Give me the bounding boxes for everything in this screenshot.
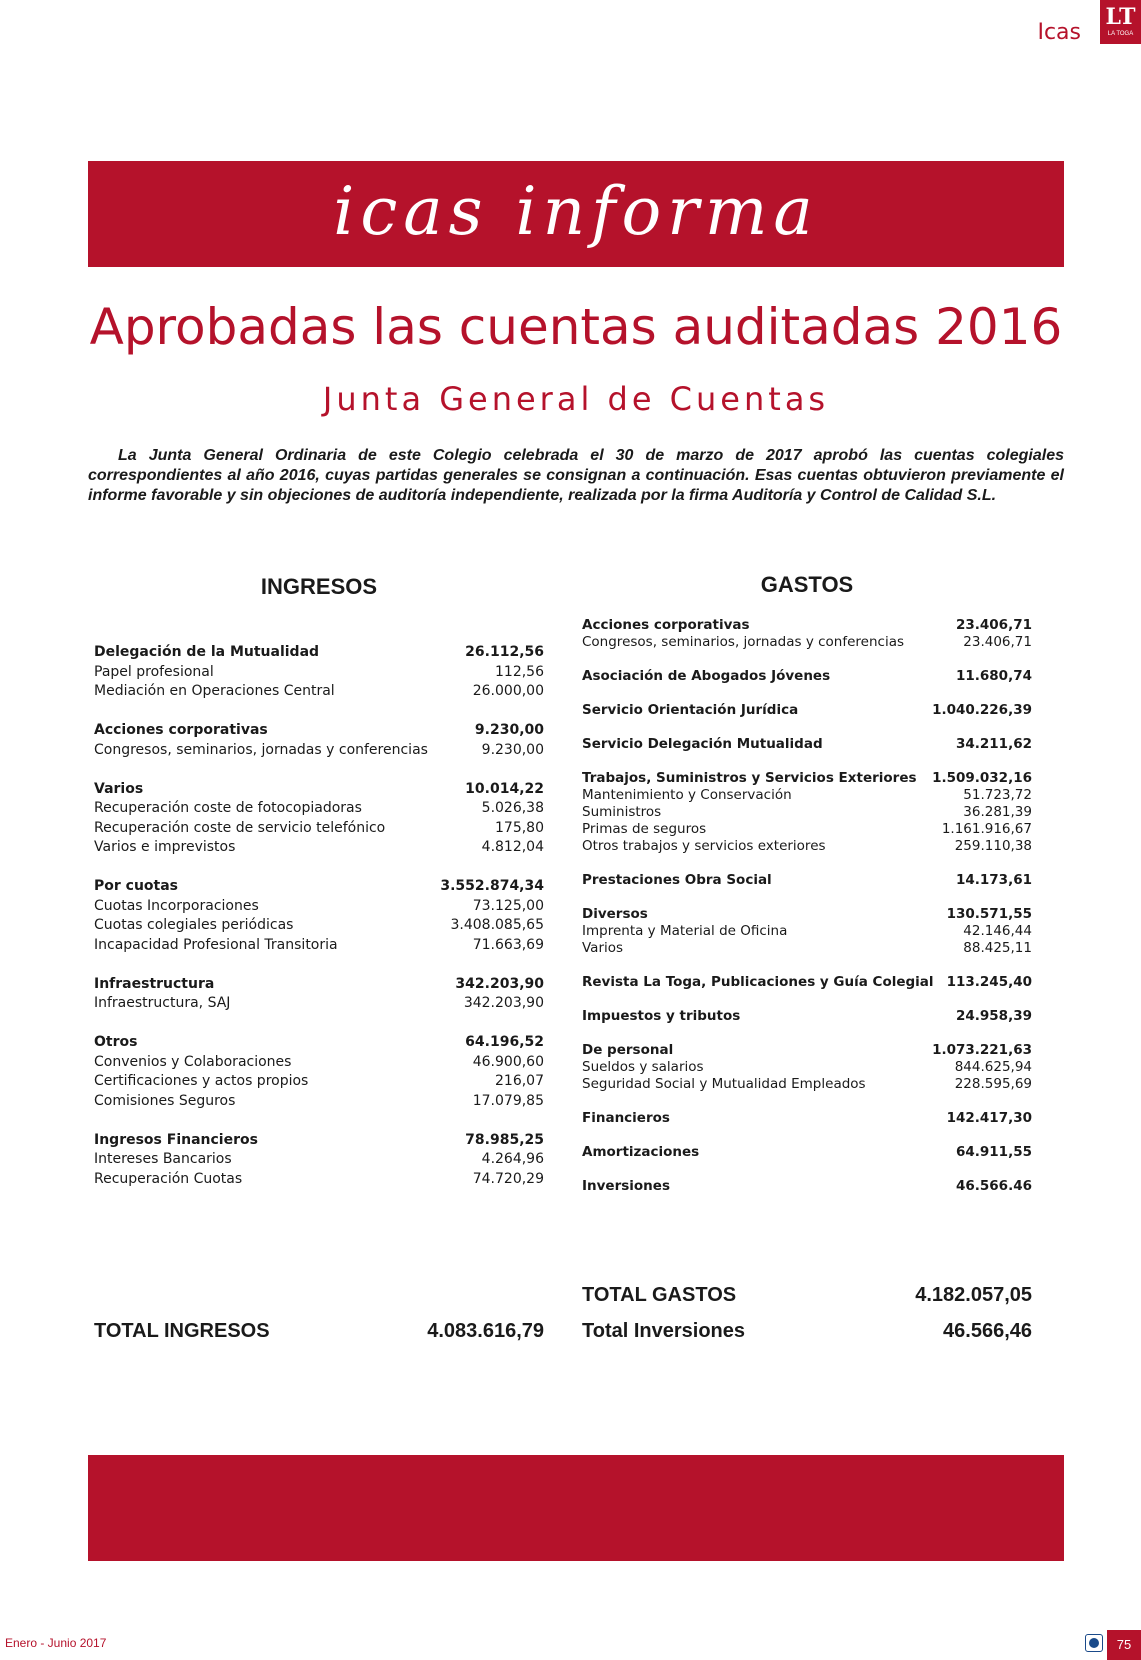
ledger-label: Recuperación Cuotas: [94, 1170, 243, 1187]
ledger-item: [582, 1059, 1032, 1076]
ledger-item: [94, 994, 544, 1014]
ledger-group: [94, 877, 544, 955]
ledger-group: [94, 1033, 544, 1111]
ledger-item: [94, 1150, 544, 1170]
ledger-amount: 3.408.085,65: [450, 917, 544, 933]
ledger-label: Otros trabajos y servicios exteriores: [582, 838, 826, 854]
ledger-amount: 216,07: [495, 1073, 544, 1089]
ledger-label: Trabajos, Suministros y Servicios Exteriores: [582, 770, 917, 786]
ledger-group: [582, 906, 1032, 957]
ledger-amount: 11.680,74: [955, 668, 1032, 684]
ledger-group: [582, 702, 1032, 719]
ledger-group-header: [582, 1008, 1032, 1025]
ledger-group-header: [582, 1178, 1032, 1195]
ledger-amount: 112,56: [495, 663, 544, 680]
ledger-label: Infraestructura: [94, 975, 215, 992]
ledger-label: Prestaciones Obra Social: [582, 872, 772, 888]
ledger-item: [94, 1092, 544, 1112]
ledger-group: [582, 668, 1032, 685]
ledger-amount: 4.812,04: [481, 839, 544, 855]
ledger-group: [582, 1008, 1032, 1025]
ledger-item: [94, 936, 544, 956]
ledger-label: Comisiones Seguros: [94, 1092, 236, 1109]
ledger-label: Inversiones: [582, 1178, 670, 1194]
ledger-item: [582, 923, 1032, 940]
ledger-amount: 88.425,11: [963, 940, 1032, 956]
ledger-amount: 26.000,00: [472, 683, 544, 699]
ledger-label: Congresos, seminarios, jornadas y conferencias: [582, 634, 905, 650]
ledger-amount: 9.230,00: [474, 722, 544, 738]
article-subtitle: Junta General de Cuentas: [322, 380, 830, 418]
ledger-group-header: [94, 975, 544, 995]
total-inversiones-label: Total Inversiones: [582, 1320, 746, 1342]
ledger-group-header: [582, 872, 1032, 889]
ledger-group: [94, 643, 544, 702]
ledger-item: [94, 819, 544, 839]
ledger-item: [94, 1170, 544, 1190]
ledger-label: Por cuotas: [94, 878, 179, 894]
ledger-item: [94, 741, 544, 761]
total-gastos-amount: 4.182.057,05: [915, 1284, 1032, 1306]
ledger-item: [582, 1076, 1032, 1093]
total-inversiones-amount: 46.566,46: [943, 1320, 1032, 1342]
ledger-amount: 14.173,61: [955, 872, 1032, 888]
ledger-amount: 113.245,40: [946, 974, 1032, 990]
ledger-item: [94, 663, 544, 683]
ledger-amount: 26.112,56: [465, 644, 544, 660]
ledger-label: Otros: [94, 1034, 138, 1050]
ledger-amount: 23.406,71: [955, 617, 1032, 633]
article-title: Aprobadas las cuentas auditadas 2016: [89, 298, 1063, 356]
ledger-amount: 1.161.916,67: [941, 821, 1032, 837]
ledger-label: Revista La Toga, Publicaciones y Guía Colegial: [582, 974, 934, 990]
ledger-amount: 3.552.874,34: [440, 878, 544, 894]
ledger-label: Seguridad Social y Mutualidad Empleados: [582, 1076, 866, 1092]
ledger-group-header: [582, 668, 1032, 685]
bottom-band: [88, 1455, 1064, 1561]
ledger-item: [582, 787, 1032, 804]
ledger-item: [94, 799, 544, 819]
ledger-group: [94, 780, 544, 858]
ledger-label: Servicio Delegación Mutualidad: [582, 736, 823, 752]
article-intro: La Junta General Ordinaria de este Colegio celebrada el 30 de marzo de 2017 aprobó las cuentas colegiales correspondientes al año 2016, cuyas partidas generales se consignan a continuación. Esas cuentas obtuvieron previamente el informe favorable y sin objeciones de auditoría independiente, realizada por la firma Auditoría y Control de Calidad S.L.: [88, 447, 1064, 504]
ledger-label: Varios: [582, 940, 624, 956]
ledger-amount: 51.723,72: [963, 787, 1032, 803]
ledger-label: Varios: [94, 780, 144, 797]
ingresos-heading: INGRESOS: [260, 574, 378, 599]
ledger-item: [582, 804, 1032, 821]
banner-text: icas informa: [333, 173, 819, 250]
ledger-label: Imprenta y Material de Oficina: [582, 923, 788, 939]
ledger-item: [94, 916, 544, 936]
ledger-amount: 42.146,44: [963, 923, 1032, 939]
ledger-amount: 342.203,90: [455, 975, 544, 992]
ledger-label: Certificaciones y actos propios: [94, 1073, 309, 1089]
ledger-amount: 259.110,38: [954, 838, 1032, 854]
logo-caption: LA TOGA: [1107, 31, 1134, 37]
ledger-label: Impuestos y tributos: [582, 1008, 741, 1024]
ledger-label: Delegación de la Mutualidad: [94, 644, 320, 660]
ledger-label: Papel profesional: [94, 663, 214, 680]
ledger-amount: 71.663,69: [472, 936, 544, 953]
ledger-item: [94, 1072, 544, 1092]
ledger-label: Recuperación coste de servicio telefónico: [94, 819, 386, 836]
page-number: 75: [1107, 1630, 1141, 1660]
ledger-group-header: [582, 906, 1032, 923]
ledger-label: Asociación de Abogados Jóvenes: [582, 668, 831, 684]
total-inversiones-row: [582, 1320, 1032, 1343]
gastos-list: [582, 617, 1032, 1212]
section-label: Icas: [1037, 20, 1081, 45]
ingresos-list: [94, 643, 544, 1209]
ledger-label: De personal: [582, 1042, 674, 1058]
ledger-label: Varios e imprevistos: [94, 839, 236, 855]
ledger-label: Suministros: [582, 804, 662, 820]
ledger-item: [94, 682, 544, 702]
ledger-label: Recuperación coste de fotocopiadoras: [94, 800, 362, 816]
gastos-heading: GASTOS: [760, 572, 854, 597]
ledger-amount: 17.079,85: [472, 1092, 544, 1109]
ledger-group-header: [582, 736, 1032, 753]
ledger-item: [582, 634, 1032, 651]
ledger-label: Servicio Orientación Jurídica: [582, 702, 799, 718]
ledger-group-header: [94, 780, 544, 800]
ledger-amount: 342.203,90: [463, 995, 544, 1011]
la-toga-logo: [1100, 0, 1141, 44]
ledger-label: Incapacidad Profesional Transitoria: [94, 936, 338, 953]
ledger-amount: 175,80: [495, 819, 544, 836]
ledger-group-header: [582, 1042, 1032, 1059]
ledger-label: Cuotas Incorporaciones: [94, 897, 259, 914]
ledger-amount: 23.406,71: [963, 634, 1032, 650]
ledger-item: [94, 1053, 544, 1073]
ledger-amount: 46.900,60: [472, 1053, 544, 1070]
ledger-label: Mantenimiento y Conservación: [582, 787, 792, 803]
ledger-amount: 844.625,94: [954, 1059, 1032, 1075]
ledger-group-header: [94, 721, 544, 741]
ledger-group: [582, 736, 1032, 753]
ledger-label: Diversos: [582, 906, 648, 922]
ledger-group: [582, 1178, 1032, 1195]
ledger-group-header: [582, 617, 1032, 634]
ledger-group: [582, 1110, 1032, 1127]
ledger-amount: 36.281,39: [963, 804, 1032, 820]
ledger-amount: 24.958,39: [955, 1008, 1032, 1024]
ledger-group: [94, 721, 544, 760]
ledger-amount: 1.509.032,16: [932, 770, 1032, 786]
ledger-group-header: [582, 770, 1032, 787]
ledger-group-header: [582, 974, 1032, 991]
colegio-badge-icon: [1085, 1634, 1103, 1652]
ledger-group: [94, 975, 544, 1014]
ledger-amount: 46.566.46: [955, 1178, 1032, 1194]
ledger-amount: 9.230,00: [481, 741, 544, 758]
ledger-amount: 10.014,22: [465, 780, 544, 797]
ledger-group-header: [582, 1110, 1032, 1127]
total-ingresos-label: TOTAL INGRESOS: [94, 1320, 270, 1342]
ledger-amount: 1.073.221,63: [932, 1042, 1032, 1058]
ledger-group: [94, 1131, 544, 1190]
ledger-item: [582, 821, 1032, 838]
ledger-amount: 73.125,00: [472, 897, 544, 914]
ledger-label: Congresos, seminarios, jornadas y conferencias: [94, 741, 428, 758]
ledger-amount: 64.196,52: [465, 1034, 544, 1050]
ledger-item: [582, 940, 1032, 957]
icas-informa-banner: [88, 161, 1064, 267]
ledger-label: Acciones corporativas: [94, 722, 268, 738]
ledger-amount: 78.985,25: [465, 1131, 544, 1148]
ledger-label: Infraestructura, SAJ: [94, 995, 231, 1011]
ledger-label: Primas de seguros: [582, 821, 707, 837]
ledger-group-header: [94, 1033, 544, 1053]
ledger-item: [94, 838, 544, 858]
ledger-amount: 142.417,30: [946, 1110, 1032, 1126]
ledger-group-header: [582, 1144, 1032, 1161]
total-gastos-row: [582, 1284, 1032, 1307]
ledger-label: Financieros: [582, 1110, 670, 1126]
ledger-amount: 5.026,38: [481, 800, 544, 816]
total-ingresos-row: [94, 1320, 544, 1343]
ledger-amount: 64.911,55: [955, 1144, 1032, 1160]
ledger-label: Ingresos Financieros: [94, 1131, 258, 1148]
ledger-label: Amortizaciones: [582, 1144, 700, 1160]
total-gastos-label: TOTAL GASTOS: [582, 1284, 737, 1306]
ledger-group: [582, 1144, 1032, 1161]
ledger-label: Cuotas colegiales periódicas: [94, 917, 294, 933]
ledger-label: Intereses Bancarios: [94, 1151, 232, 1167]
issue-date: Enero - Junio 2017: [5, 1636, 107, 1650]
ledger-group-header: [94, 643, 544, 663]
ledger-label: Mediación en Operaciones Central: [94, 683, 335, 699]
ledger-amount: 228.595,69: [954, 1076, 1032, 1092]
ledger-item: [94, 897, 544, 917]
ledger-group: [582, 974, 1032, 991]
ledger-amount: 34.211,62: [955, 736, 1032, 752]
ledger-label: Sueldos y salarios: [582, 1059, 704, 1075]
ledger-group-header: [94, 1131, 544, 1151]
ledger-group: [582, 1042, 1032, 1093]
ledger-group: [582, 872, 1032, 889]
logo-letters: LT: [1105, 4, 1136, 30]
ledger-label: Convenios y Colaboraciones: [94, 1053, 292, 1070]
ledger-group: [582, 770, 1032, 855]
ledger-amount: 130.571,55: [946, 906, 1032, 922]
ledger-amount: 4.264,96: [481, 1151, 544, 1167]
ledger-item: [582, 838, 1032, 855]
total-ingresos-amount: 4.083.616,79: [427, 1320, 544, 1342]
ledger-group-header: [582, 702, 1032, 719]
ledger-amount: 74.720,29: [472, 1170, 544, 1187]
ledger-amount: 1.040.226,39: [932, 702, 1032, 718]
ledger-group: [582, 617, 1032, 651]
ledger-label: Acciones corporativas: [582, 617, 750, 633]
ledger-group-header: [94, 877, 544, 897]
